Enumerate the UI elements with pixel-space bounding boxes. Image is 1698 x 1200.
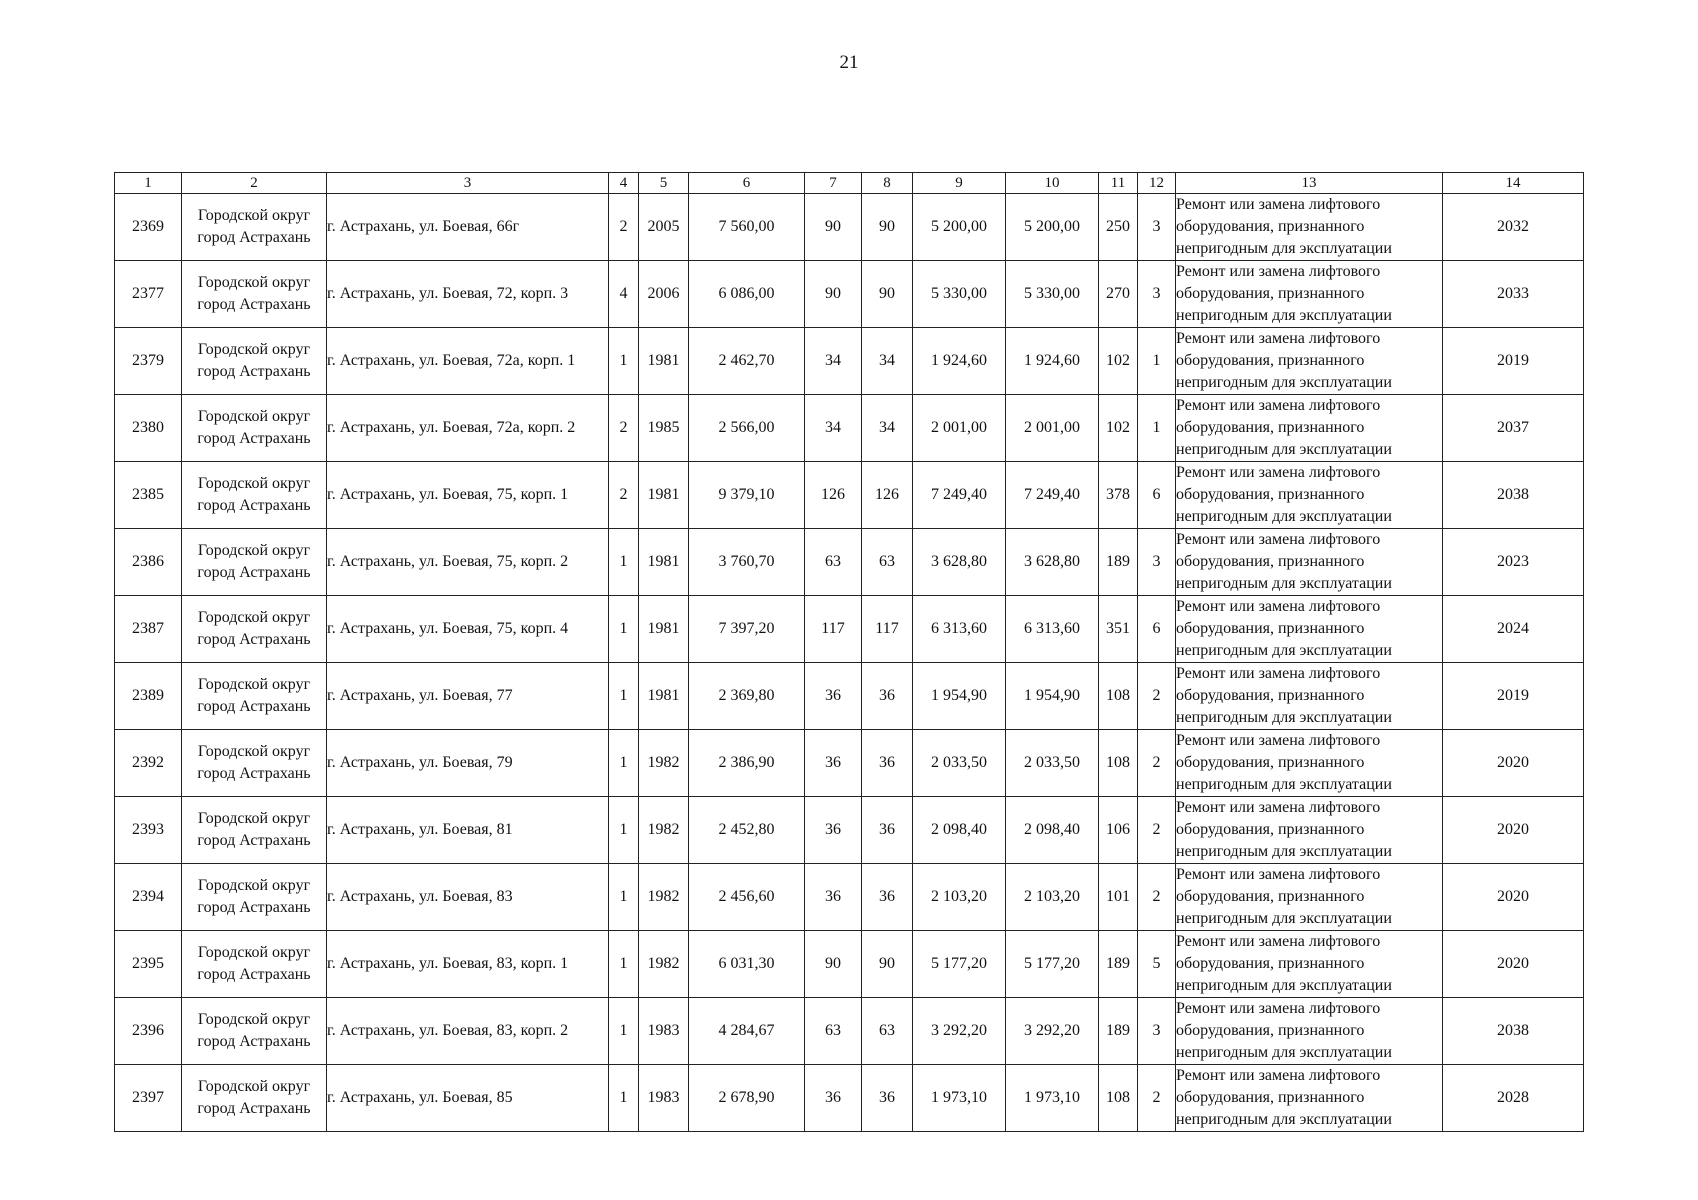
col4-cell: 2 <box>609 194 639 261</box>
plan-year-cell: 2038 <box>1443 998 1584 1065</box>
col11-cell: 102 <box>1099 395 1138 462</box>
work-type-cell: Ремонт или замена лифтового оборудования, признанного непригодным для эксплуатации <box>1176 529 1443 596</box>
municipality-cell: Городской округ город Астрахань <box>182 529 327 596</box>
municipality-cell: Городской округ город Астрахань <box>182 998 327 1065</box>
col9-cell: 7 249,40 <box>913 462 1006 529</box>
col11-cell: 101 <box>1099 864 1138 931</box>
col6-cell: 2 566,00 <box>689 395 805 462</box>
col9-cell: 2 033,50 <box>913 730 1006 797</box>
col7-cell: 36 <box>805 663 862 730</box>
work-type-cell: Ремонт или замена лифтового оборудования, признанного непригодным для эксплуатации <box>1176 864 1443 931</box>
col12-cell: 2 <box>1138 1065 1176 1132</box>
col11-cell: 189 <box>1099 931 1138 998</box>
column-number-header: 5 <box>639 173 689 194</box>
col7-cell: 36 <box>805 797 862 864</box>
plan-year-cell: 2020 <box>1443 931 1584 998</box>
col10-cell: 5 330,00 <box>1006 261 1099 328</box>
col6-cell: 7 560,00 <box>689 194 805 261</box>
plan-year-cell: 2037 <box>1443 395 1584 462</box>
col8-cell: 63 <box>862 529 913 596</box>
municipality-cell: Городской округ город Астрахань <box>182 596 327 663</box>
table-row <box>115 194 1584 261</box>
col7-cell: 63 <box>805 998 862 1065</box>
page-number: 21 <box>839 52 859 73</box>
municipality-cell: Городской округ город Астрахань <box>182 395 327 462</box>
municipality-cell: Городской округ город Астрахань <box>182 730 327 797</box>
row-number-cell: 2389 <box>115 663 182 730</box>
row-number-cell: 2379 <box>115 328 182 395</box>
col9-cell: 2 103,20 <box>913 864 1006 931</box>
col9-cell: 2 098,40 <box>913 797 1006 864</box>
col12-cell: 6 <box>1138 462 1176 529</box>
col10-cell: 7 249,40 <box>1006 462 1099 529</box>
col4-cell: 1 <box>609 663 639 730</box>
column-number-header: 4 <box>609 173 639 194</box>
municipality-cell: Городской округ город Астрахань <box>182 864 327 931</box>
plan-year-cell: 2023 <box>1443 529 1584 596</box>
col4-cell: 2 <box>609 462 639 529</box>
table-row <box>115 730 1584 797</box>
year-cell: 1981 <box>639 328 689 395</box>
col10-cell: 1 924,60 <box>1006 328 1099 395</box>
col12-cell: 2 <box>1138 730 1176 797</box>
col12-cell: 3 <box>1138 261 1176 328</box>
table-row <box>115 462 1584 529</box>
col7-cell: 63 <box>805 529 862 596</box>
year-cell: 1981 <box>639 529 689 596</box>
col12-cell: 2 <box>1138 797 1176 864</box>
work-type-cell: Ремонт или замена лифтового оборудования, признанного непригодным для эксплуатации <box>1176 328 1443 395</box>
municipality-cell: Городской округ город Астрахань <box>182 462 327 529</box>
year-cell: 1983 <box>639 998 689 1065</box>
col12-cell: 3 <box>1138 529 1176 596</box>
col6-cell: 2 386,90 <box>689 730 805 797</box>
col7-cell: 90 <box>805 261 862 328</box>
col8-cell: 36 <box>862 730 913 797</box>
table-row <box>115 931 1584 998</box>
plan-year-cell: 2019 <box>1443 663 1584 730</box>
col10-cell: 3 628,80 <box>1006 529 1099 596</box>
col11-cell: 189 <box>1099 998 1138 1065</box>
plan-year-cell: 2033 <box>1443 261 1584 328</box>
row-number-cell: 2380 <box>115 395 182 462</box>
col8-cell: 34 <box>862 395 913 462</box>
col12-cell: 2 <box>1138 663 1176 730</box>
col12-cell: 6 <box>1138 596 1176 663</box>
col6-cell: 2 452,80 <box>689 797 805 864</box>
col11-cell: 351 <box>1099 596 1138 663</box>
column-number-header: 8 <box>862 173 913 194</box>
col7-cell: 90 <box>805 194 862 261</box>
table-row <box>115 663 1584 730</box>
column-number-header: 9 <box>913 173 1006 194</box>
year-cell: 1983 <box>639 1065 689 1132</box>
col8-cell: 90 <box>862 261 913 328</box>
year-cell: 1982 <box>639 931 689 998</box>
col10-cell: 2 098,40 <box>1006 797 1099 864</box>
work-type-cell: Ремонт или замена лифтового оборудования, признанного непригодным для эксплуатации <box>1176 931 1443 998</box>
work-type-cell: Ремонт или замена лифтового оборудования, признанного непригодным для эксплуатации <box>1176 797 1443 864</box>
col8-cell: 126 <box>862 462 913 529</box>
work-type-cell: Ремонт или замена лифтового оборудования, признанного непригодным для эксплуатации <box>1176 462 1443 529</box>
row-number-cell: 2386 <box>115 529 182 596</box>
col6-cell: 2 462,70 <box>689 328 805 395</box>
table-row <box>115 1065 1584 1132</box>
work-type-cell: Ремонт или замена лифтового оборудования, признанного непригодным для эксплуатации <box>1176 261 1443 328</box>
col11-cell: 250 <box>1099 194 1138 261</box>
col4-cell: 1 <box>609 998 639 1065</box>
col10-cell: 3 292,20 <box>1006 998 1099 1065</box>
column-number-header: 7 <box>805 173 862 194</box>
col4-cell: 1 <box>609 864 639 931</box>
col12-cell: 2 <box>1138 864 1176 931</box>
address-cell: г. Астрахань, ул. Боевая, 83, корп. 2 <box>327 998 609 1065</box>
col10-cell: 2 103,20 <box>1006 864 1099 931</box>
col7-cell: 34 <box>805 328 862 395</box>
col9-cell: 3 292,20 <box>913 998 1006 1065</box>
municipality-cell: Городской округ город Астрахань <box>182 261 327 328</box>
col10-cell: 2 001,00 <box>1006 395 1099 462</box>
col7-cell: 90 <box>805 931 862 998</box>
row-number-cell: 2396 <box>115 998 182 1065</box>
col4-cell: 1 <box>609 730 639 797</box>
col7-cell: 36 <box>805 1065 862 1132</box>
plan-year-cell: 2038 <box>1443 462 1584 529</box>
col10-cell: 5 200,00 <box>1006 194 1099 261</box>
plan-year-cell: 2028 <box>1443 1065 1584 1132</box>
table-row <box>115 395 1584 462</box>
col8-cell: 90 <box>862 931 913 998</box>
address-cell: г. Астрахань, ул. Боевая, 81 <box>327 797 609 864</box>
work-type-cell: Ремонт или замена лифтового оборудования, признанного непригодным для эксплуатации <box>1176 194 1443 261</box>
work-type-cell: Ремонт или замена лифтового оборудования, признанного непригодным для эксплуатации <box>1176 730 1443 797</box>
plan-year-cell: 2032 <box>1443 194 1584 261</box>
col8-cell: 117 <box>862 596 913 663</box>
address-cell: г. Астрахань, ул. Боевая, 75, корп. 2 <box>327 529 609 596</box>
row-number-cell: 2369 <box>115 194 182 261</box>
address-cell: г. Астрахань, ул. Боевая, 75, корп. 1 <box>327 462 609 529</box>
plan-year-cell: 2019 <box>1443 328 1584 395</box>
col9-cell: 6 313,60 <box>913 596 1006 663</box>
col9-cell: 1 973,10 <box>913 1065 1006 1132</box>
col7-cell: 36 <box>805 864 862 931</box>
col11-cell: 378 <box>1099 462 1138 529</box>
col8-cell: 90 <box>862 194 913 261</box>
address-cell: г. Астрахань, ул. Боевая, 72, корп. 3 <box>327 261 609 328</box>
municipality-cell: Городской округ город Астрахань <box>182 797 327 864</box>
col6-cell: 6 086,00 <box>689 261 805 328</box>
address-cell: г. Астрахань, ул. Боевая, 75, корп. 4 <box>327 596 609 663</box>
col7-cell: 36 <box>805 730 862 797</box>
col4-cell: 1 <box>609 596 639 663</box>
col6-cell: 3 760,70 <box>689 529 805 596</box>
year-cell: 1981 <box>639 462 689 529</box>
housing-repair-table <box>114 172 1584 1132</box>
col11-cell: 108 <box>1099 730 1138 797</box>
address-cell: г. Астрахань, ул. Боевая, 77 <box>327 663 609 730</box>
plan-year-cell: 2020 <box>1443 797 1584 864</box>
work-type-cell: Ремонт или замена лифтового оборудования, признанного непригодным для эксплуатации <box>1176 596 1443 663</box>
col10-cell: 1 954,90 <box>1006 663 1099 730</box>
col10-cell: 2 033,50 <box>1006 730 1099 797</box>
row-number-cell: 2395 <box>115 931 182 998</box>
column-number-header: 12 <box>1138 173 1176 194</box>
col9-cell: 3 628,80 <box>913 529 1006 596</box>
col6-cell: 4 284,67 <box>689 998 805 1065</box>
year-cell: 1985 <box>639 395 689 462</box>
table-row <box>115 864 1584 931</box>
column-number-header: 13 <box>1176 173 1443 194</box>
col6-cell: 6 031,30 <box>689 931 805 998</box>
column-number-header: 11 <box>1099 173 1138 194</box>
year-cell: 2006 <box>639 261 689 328</box>
table-row <box>115 529 1584 596</box>
year-cell: 1982 <box>639 730 689 797</box>
col6-cell: 7 397,20 <box>689 596 805 663</box>
col9-cell: 1 954,90 <box>913 663 1006 730</box>
row-number-cell: 2385 <box>115 462 182 529</box>
col8-cell: 34 <box>862 328 913 395</box>
row-number-cell: 2397 <box>115 1065 182 1132</box>
table-row <box>115 261 1584 328</box>
row-number-cell: 2393 <box>115 797 182 864</box>
col7-cell: 117 <box>805 596 862 663</box>
col8-cell: 36 <box>862 797 913 864</box>
plan-year-cell: 2020 <box>1443 730 1584 797</box>
row-number-cell: 2387 <box>115 596 182 663</box>
municipality-cell: Городской округ город Астрахань <box>182 1065 327 1132</box>
col10-cell: 5 177,20 <box>1006 931 1099 998</box>
col9-cell: 5 330,00 <box>913 261 1006 328</box>
column-number-header: 1 <box>115 173 182 194</box>
col8-cell: 63 <box>862 998 913 1065</box>
col11-cell: 106 <box>1099 797 1138 864</box>
col4-cell: 1 <box>609 931 639 998</box>
address-cell: г. Астрахань, ул. Боевая, 83 <box>327 864 609 931</box>
col12-cell: 3 <box>1138 998 1176 1065</box>
municipality-cell: Городской округ город Астрахань <box>182 931 327 998</box>
col7-cell: 34 <box>805 395 862 462</box>
address-cell: г. Астрахань, ул. Боевая, 85 <box>327 1065 609 1132</box>
col6-cell: 9 379,10 <box>689 462 805 529</box>
col4-cell: 1 <box>609 328 639 395</box>
col11-cell: 102 <box>1099 328 1138 395</box>
work-type-cell: Ремонт или замена лифтового оборудования, признанного непригодным для эксплуатации <box>1176 663 1443 730</box>
col6-cell: 2 369,80 <box>689 663 805 730</box>
col11-cell: 189 <box>1099 529 1138 596</box>
col8-cell: 36 <box>862 1065 913 1132</box>
address-cell: г. Астрахань, ул. Боевая, 72а, корп. 2 <box>327 395 609 462</box>
table-row <box>115 797 1584 864</box>
col4-cell: 4 <box>609 261 639 328</box>
table-row <box>115 998 1584 1065</box>
col12-cell: 1 <box>1138 328 1176 395</box>
year-cell: 1982 <box>639 797 689 864</box>
col4-cell: 1 <box>609 529 639 596</box>
year-cell: 1982 <box>639 864 689 931</box>
work-type-cell: Ремонт или замена лифтового оборудования, признанного непригодным для эксплуатации <box>1176 1065 1443 1132</box>
municipality-cell: Городской округ город Астрахань <box>182 194 327 261</box>
work-type-cell: Ремонт или замена лифтового оборудования, признанного непригодным для эксплуатации <box>1176 395 1443 462</box>
municipality-cell: Городской округ город Астрахань <box>182 328 327 395</box>
column-number-header: 2 <box>182 173 327 194</box>
col4-cell: 2 <box>609 395 639 462</box>
col6-cell: 2 456,60 <box>689 864 805 931</box>
col10-cell: 6 313,60 <box>1006 596 1099 663</box>
col12-cell: 5 <box>1138 931 1176 998</box>
row-number-cell: 2377 <box>115 261 182 328</box>
municipality-cell: Городской округ город Астрахань <box>182 663 327 730</box>
address-cell: г. Астрахань, ул. Боевая, 79 <box>327 730 609 797</box>
col9-cell: 5 200,00 <box>913 194 1006 261</box>
column-number-header: 3 <box>327 173 609 194</box>
address-cell: г. Астрахань, ул. Боевая, 72а, корп. 1 <box>327 328 609 395</box>
column-number-header: 10 <box>1006 173 1099 194</box>
col6-cell: 2 678,90 <box>689 1065 805 1132</box>
col12-cell: 3 <box>1138 194 1176 261</box>
year-cell: 2005 <box>639 194 689 261</box>
col10-cell: 1 973,10 <box>1006 1065 1099 1132</box>
column-number-row <box>115 173 1584 194</box>
year-cell: 1981 <box>639 596 689 663</box>
address-cell: г. Астрахань, ул. Боевая, 83, корп. 1 <box>327 931 609 998</box>
col4-cell: 1 <box>609 1065 639 1132</box>
address-cell: г. Астрахань, ул. Боевая, 66г <box>327 194 609 261</box>
column-number-header: 6 <box>689 173 805 194</box>
col4-cell: 1 <box>609 797 639 864</box>
col8-cell: 36 <box>862 663 913 730</box>
table-body <box>115 194 1584 1132</box>
col9-cell: 2 001,00 <box>913 395 1006 462</box>
table-row <box>115 596 1584 663</box>
col8-cell: 36 <box>862 864 913 931</box>
col11-cell: 108 <box>1099 1065 1138 1132</box>
year-cell: 1981 <box>639 663 689 730</box>
col9-cell: 5 177,20 <box>913 931 1006 998</box>
column-number-header: 14 <box>1443 173 1584 194</box>
plan-year-cell: 2024 <box>1443 596 1584 663</box>
col11-cell: 270 <box>1099 261 1138 328</box>
row-number-cell: 2392 <box>115 730 182 797</box>
work-type-cell: Ремонт или замена лифтового оборудования, признанного непригодным для эксплуатации <box>1176 998 1443 1065</box>
col12-cell: 1 <box>1138 395 1176 462</box>
plan-year-cell: 2020 <box>1443 864 1584 931</box>
col7-cell: 126 <box>805 462 862 529</box>
col11-cell: 108 <box>1099 663 1138 730</box>
row-number-cell: 2394 <box>115 864 182 931</box>
col9-cell: 1 924,60 <box>913 328 1006 395</box>
table-row <box>115 328 1584 395</box>
